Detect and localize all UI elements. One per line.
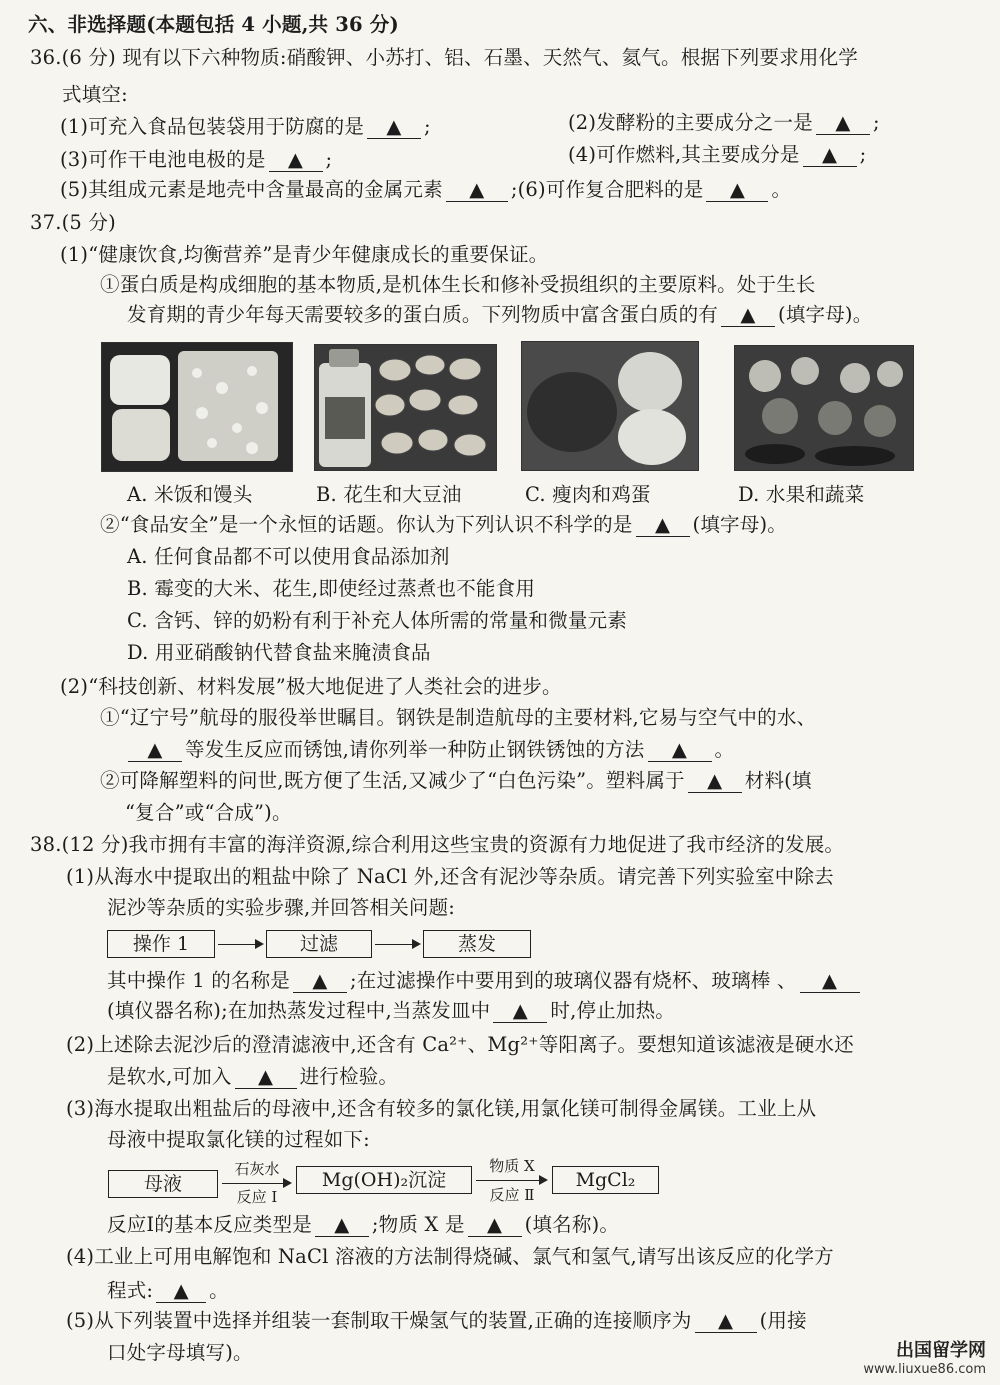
q36-item-2: (2)发酵粉的主要成分之一是 ▲ ; (568, 111, 880, 134)
flow-arrow (476, 1180, 546, 1181)
answer-blank[interactable]: ▲ (293, 970, 347, 993)
q37-part2b-line2: “复合”或“合成”)。 (125, 801, 292, 824)
q37-part1b-option-d: D. 用亚硝酸钠代替食盐来腌渍食品 (127, 641, 431, 664)
option-b-label: B. 花生和大豆油 (316, 483, 462, 506)
reagent-limewater-label: 石灰水 (234, 1160, 280, 1178)
q38-part4-line1: (4)工业上可用电解饱和 NaCl 溶液的方法制得烧碱、氯气和氢气,请写出该反应的化学方 (66, 1245, 834, 1268)
answer-blank[interactable]: ▲ (128, 739, 182, 762)
q38-part2-line1: (2)上述除去泥沙后的澄清滤液中,还含有 Ca²⁺、Mg²⁺等阳离子。要想知道该滤液是硬水还 (66, 1033, 854, 1056)
flow-mg-hydroxide: Mg(OH)₂沉淀 (296, 1166, 472, 1194)
q38-part1-line1: (1)从海水中提取出的粗盐中除了 NaCl 外,还含有泥沙等杂质。请完善下列实验室中除去 (66, 865, 834, 888)
q38-part3-line1: (3)海水提取出粗盐后的母液中,还含有较多的氯化镁,用氯化镁可制得金属镁。工业上从 (66, 1097, 817, 1120)
meat-and-eggs-photo (521, 341, 699, 471)
q36-item-1: (1)可充入食品包装袋用于防腐的是 ▲ ; (60, 115, 431, 138)
reagent-x-label: 物质 X (489, 1157, 535, 1175)
answer-blank[interactable]: ▲ (695, 1310, 757, 1333)
option-a-label: A. 米饭和馒头 (127, 483, 253, 506)
q37-part1a-line2: 发育期的青少年每天需要较多的蛋白质。下列物质中富含蛋白质的有 ▲ (填字母)。 (127, 303, 873, 326)
flow-mg-chloride: MgCl₂ (552, 1166, 659, 1194)
flow-arrow (218, 944, 262, 945)
flow-arrow (375, 944, 419, 945)
reaction-1-label: 反应 Ⅰ (236, 1188, 278, 1206)
answer-blank[interactable]: ▲ (468, 1214, 522, 1237)
q38-part4-line2: 程式: ▲ 。 (107, 1279, 229, 1302)
answer-blank[interactable]: ▲ (315, 1214, 369, 1237)
answer-blank[interactable]: ▲ (706, 179, 768, 202)
answer-blank[interactable]: ▲ (648, 739, 712, 762)
q37-part2a-line2: ▲ 等发生反应而锈蚀,请你列举一种防止钢铁锈蚀的方法 ▲ 。 (125, 735, 734, 765)
q36-item-5-6: (5)其组成元素是地壳中含量最高的金属元素 ▲ ;(6)可作复合肥料的是 ▲ 。 (60, 178, 792, 201)
fruits-and-vegetables-photo (734, 345, 914, 471)
peanuts-and-oil-photo (314, 344, 497, 471)
flow-step-operation1: 操作 1 (107, 930, 215, 958)
q37-part1a-line1: ①蛋白质是构成细胞的基本物质,是机体生长和修补受损组织的主要原料。处于生长 (100, 273, 816, 296)
answer-blank[interactable]: ▲ (688, 770, 742, 793)
flow-mother-liquor: 母液 (108, 1170, 218, 1198)
answer-blank[interactable]: ▲ (493, 1000, 547, 1023)
q38-head: 38.(12 分)我市拥有丰富的海洋资源,综合利用这些宝贵的资源有力地促进了我市经济的发展。 (30, 833, 845, 856)
q37-part1b-option-b: B. 霉变的大米、花生,即使经过蒸煮也不能食用 (127, 577, 536, 600)
q36-stem-line1: 36.(6 分) 现有以下六种物质:硝酸钾、小苏打、铝、石墨、天然气、氦气。根据下列要求用化学 (30, 46, 859, 69)
answer-blank[interactable]: ▲ (446, 179, 508, 202)
answer-blank[interactable]: ▲ (721, 304, 775, 327)
q37-part1b-option-a: A. 任何食品都不可以使用食品添加剂 (127, 545, 450, 568)
q36-item-4: (4)可作燃料,其主要成分是 ▲ ; (568, 143, 867, 166)
answer-blank[interactable]: ▲ (800, 970, 860, 993)
answer-blank[interactable]: ▲ (367, 116, 421, 139)
q38-part2-line2: 是软水,可加入 ▲ 进行检验。 (107, 1065, 399, 1088)
reaction-2-label: 反应 Ⅱ (489, 1186, 535, 1204)
q38-part3-line3: 反应Ⅰ的基本反应类型是 ▲ ;物质 X 是 ▲ (填名称)。 (107, 1213, 620, 1236)
q37-part1b-option-c: C. 含钙、锌的奶粉有利于补充人体所需的常量和微量元素 (127, 609, 628, 632)
watermark-name: 出国留学网 (896, 1340, 986, 1361)
watermark-url: www.liuxue86.com (863, 1362, 986, 1377)
q36-stem-line2: 式填空: (62, 83, 128, 106)
answer-blank[interactable]: ▲ (235, 1066, 297, 1089)
q37-part2a-line1: ①“辽宁号”航母的服役举世瞩目。钢铁是制造航母的主要材料,它易与空气中的水、 (100, 706, 817, 729)
flow-step-filter: 过滤 (266, 930, 372, 958)
q37-part2: (2)“科技创新、材料发展”极大地促进了人类社会的进步。 (60, 675, 562, 698)
q38-part3-line2: 母液中提取氯化镁的过程如下: (107, 1128, 370, 1151)
option-c-label: C. 瘦肉和鸡蛋 (525, 483, 651, 506)
answer-blank[interactable]: ▲ (816, 112, 870, 135)
option-d-label: D. 水果和蔬菜 (738, 483, 865, 506)
answer-blank[interactable]: ▲ (156, 1280, 206, 1303)
q37-head: 37.(5 分) (30, 211, 116, 234)
q37-part2b-line1: ②可降解塑料的问世,既方便了生活,又减少了“白色污染”。塑料属于 ▲ 材料(填 (100, 769, 812, 792)
section-title: 六、非选择题(本题包括 4 小题,共 36 分) (28, 13, 399, 36)
q37-part1: (1)“健康饮食,均衡营养”是青少年健康成长的重要保证。 (60, 243, 549, 266)
watermark (863, 1336, 986, 1377)
flow-step-evaporate: 蒸发 (423, 930, 531, 958)
q37-part1b: ②“食品安全”是一个永恒的话题。你认为下列认识不科学的是 ▲ (填字母)。 (100, 513, 787, 536)
flow-arrow (222, 1183, 290, 1184)
rice-and-buns-photo (101, 342, 293, 472)
answer-blank[interactable]: ▲ (803, 144, 857, 167)
q38-part1-line3: 其中操作 1 的名称是 ▲ ;在过滤操作中要用到的玻璃仪器有烧杯、玻璃棒 、 ▲ (107, 966, 863, 996)
answer-blank[interactable]: ▲ (269, 149, 323, 172)
q38-part1-line2: 泥沙等杂质的实验步骤,并回答相关问题: (107, 896, 456, 919)
q36-item-3: (3)可作干电池电极的是 ▲ ; (60, 148, 333, 171)
q38-part1-line4: (填仪器名称);在加热蒸发过程中,当蒸发皿中 ▲ 时,停止加热。 (107, 999, 675, 1022)
answer-blank[interactable]: ▲ (636, 514, 690, 537)
q38-part5-line2: 口处字母填写)。 (107, 1341, 253, 1364)
q38-part5-line1: (5)从下列装置中选择并组装一套制取干燥氢气的装置,正确的连接顺序为 ▲ (用接 (66, 1309, 807, 1332)
